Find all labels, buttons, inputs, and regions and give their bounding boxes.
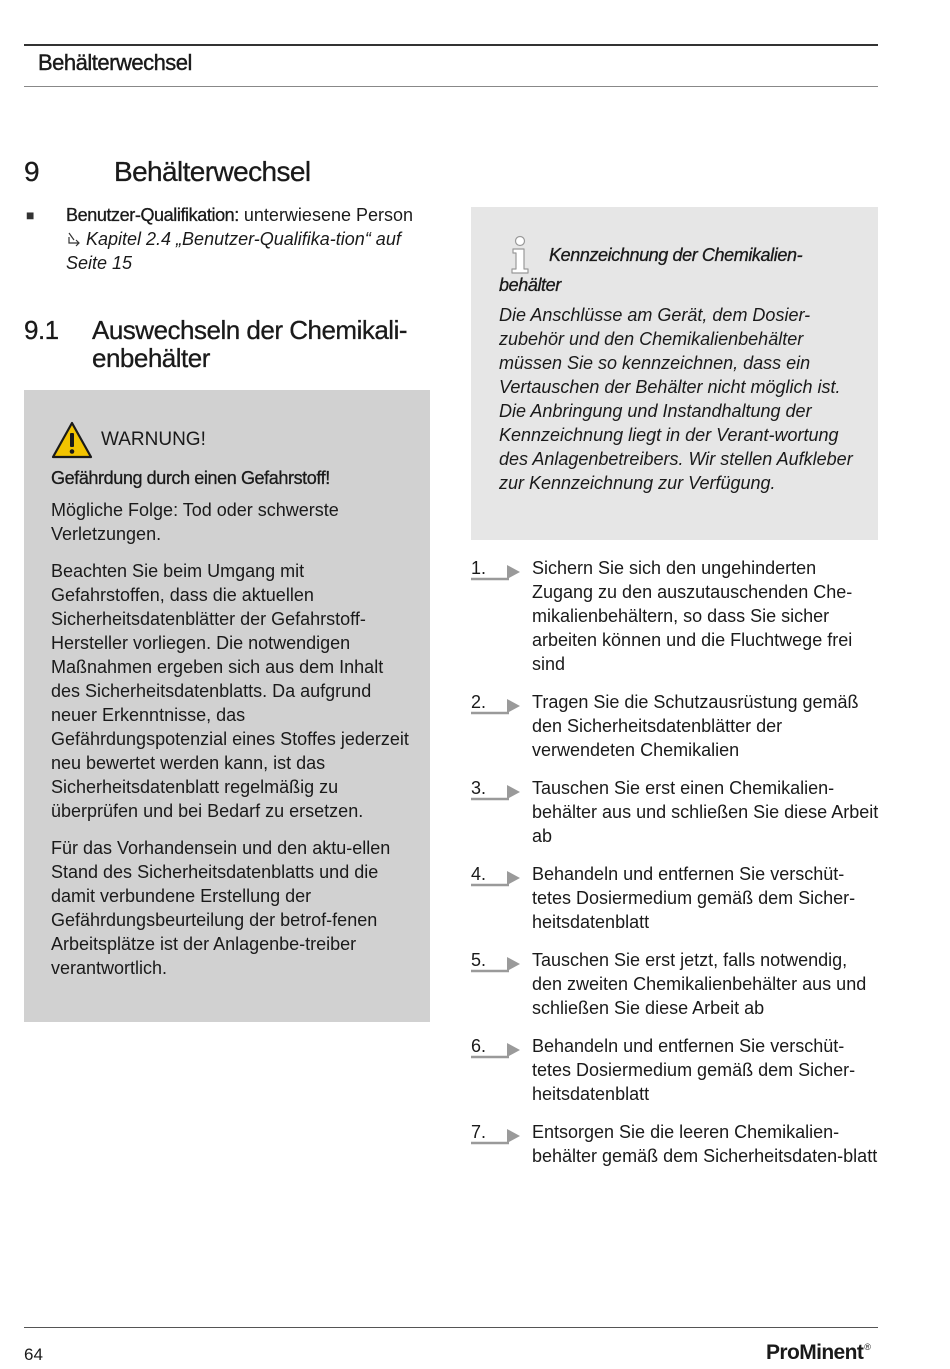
header-top-rule (24, 44, 878, 46)
step-arrow-icon (471, 1038, 523, 1060)
step-item (471, 690, 881, 762)
step-item (471, 862, 881, 934)
step-item (471, 1034, 881, 1106)
info-title: Kennzeichnung der Chemikalien- (549, 245, 803, 265)
step-text: Tragen Sie die Schutzausrüstung gemäß den Sicherheitsdatenblätter der verwendeten Chemikalien (532, 692, 859, 760)
footer-rule (24, 1327, 878, 1328)
warning-triangle-icon (51, 421, 93, 459)
warning-consequence: Mögliche Folge: Tod oder schwerste Verletzungen. (51, 500, 339, 544)
square-bullet-icon: ■ (26, 207, 35, 223)
step-item (471, 1120, 881, 1168)
chapter-reference-link[interactable]: Kapitel 2.4 „Benutzer-Qualifika-tion“ auf Seite 15 (66, 229, 401, 273)
arrow-reference-icon (66, 231, 82, 247)
warning-box (24, 390, 430, 1022)
step-number: 1. (471, 558, 487, 578)
qualification-label: Benutzer-Qualifikation: (66, 205, 239, 225)
step-text: Sichern Sie sich den ungehinderten Zugang zu den auszutauschenden Che-mikalienbehältern, so dass Sie sicher arbeiten können und die Fluchtwege frei sind (532, 558, 853, 674)
brand-logo (766, 1341, 870, 1365)
step-text: Entsorgen Sie die leeren Chemikalien-behälter gemäß dem Sicherheitsdaten-blatt (532, 1122, 878, 1166)
section-heading (24, 316, 444, 372)
step-text: Behandeln und entfernen Sie verschüt-tetes Dosiermedium gemäß dem Sicher-heitsdatenblatt (532, 1036, 856, 1104)
procedure-steps (471, 556, 881, 1182)
step-arrow-icon (471, 866, 523, 888)
brand-name: ProMinent (766, 1341, 864, 1364)
warning-paragraph: Beachten Sie beim Umgang mit Gefahrstoffen, dass die aktuellen Sicherheitsdatenblätter der Gefahrstoff-Hersteller vorliegen. Die notwendigen Maßnahmen ergeben sich aus dem Inhalt des Sicherheitsdatenblatts. Da aufgrund neuer Erkenntnisse, das Gefährdungspotenzial eines Stoffes jederzeit neu bewertet werden kann, ist das Sicherheitsdatenblatt regelmäßig zu überprüfen und bei Bedarf zu ersetzen. (51, 561, 409, 821)
section-number: 9.1 (24, 315, 59, 345)
running-header-title: Behälterwechsel (38, 50, 192, 75)
step-arrow-icon (471, 952, 523, 974)
step-arrow-icon (471, 694, 523, 716)
chapter-title: Behälterwechsel (114, 156, 311, 187)
warning-paragraph: Für das Vorhandensein und den aktu-ellen Stand des Sicherheitsdatenblatts und die damit verbundene Erstellung der Gefährdungsbeurteilung der betrof-fenen Arbeitsplätze ist der Anlagenbe-treiber verantwortlich. (51, 838, 391, 978)
step-arrow-icon (471, 780, 523, 802)
step-text: Tauschen Sie erst jetzt, falls notwendig, den zweiten Chemikalienbehälter aus und schließen Sie diese Arbeit ab (532, 950, 867, 1018)
warning-subtitle: Gefährdung durch einen Gefahrstoff! (51, 468, 330, 488)
step-text: Behandeln und entfernen Sie verschüt-tetes Dosiermedium gemäß dem Sicher-heitsdatenblatt (532, 864, 856, 932)
info-title-continued: behälter (499, 275, 561, 295)
step-arrow-icon (471, 1124, 523, 1146)
step-arrow-icon (471, 560, 523, 582)
info-text: Die Anschlüsse am Gerät, dem Dosier-zubehör und den Chemikalienbehälter müssen Sie so kennzeichnen, dass ein Vertauschen der Behälter nicht möglich ist. Die Anbringung und Instandhaltung der Kennzeichnung liegt in der Verant-wortung des Anlagenbetreibers. Wir stellen Aufkleber zur Kennzeichnung zur Verfügung. (499, 305, 853, 493)
step-item (471, 776, 881, 848)
qualification-value: unterwiesene Person (238, 205, 414, 225)
brand-registered-mark: ® (864, 1342, 871, 1352)
page-number: 64 (24, 1345, 43, 1364)
step-item (471, 556, 881, 676)
chapter-heading (24, 156, 310, 188)
step-number: 3. (471, 778, 487, 798)
step-number: 6. (471, 1036, 487, 1056)
section-title: Auswechseln der Chemikali-enbehälter (92, 315, 408, 373)
info-box (471, 207, 878, 540)
step-number: 5. (471, 950, 487, 970)
step-item (471, 948, 881, 1020)
chapter-number: 9 (24, 156, 39, 187)
step-number: 4. (471, 864, 487, 884)
step-number: 2. (471, 692, 487, 712)
warning-header (51, 420, 411, 460)
step-number: 7. (471, 1122, 487, 1142)
header-bottom-rule (24, 86, 878, 87)
info-icon (507, 235, 533, 275)
qualification-item (26, 203, 426, 275)
info-header (499, 237, 854, 271)
warning-signal-word: WARNUNG! (101, 429, 206, 450)
step-text: Tauschen Sie erst einen Chemikalien-behälter aus und schließen Sie diese Arbeit ab (532, 778, 879, 846)
